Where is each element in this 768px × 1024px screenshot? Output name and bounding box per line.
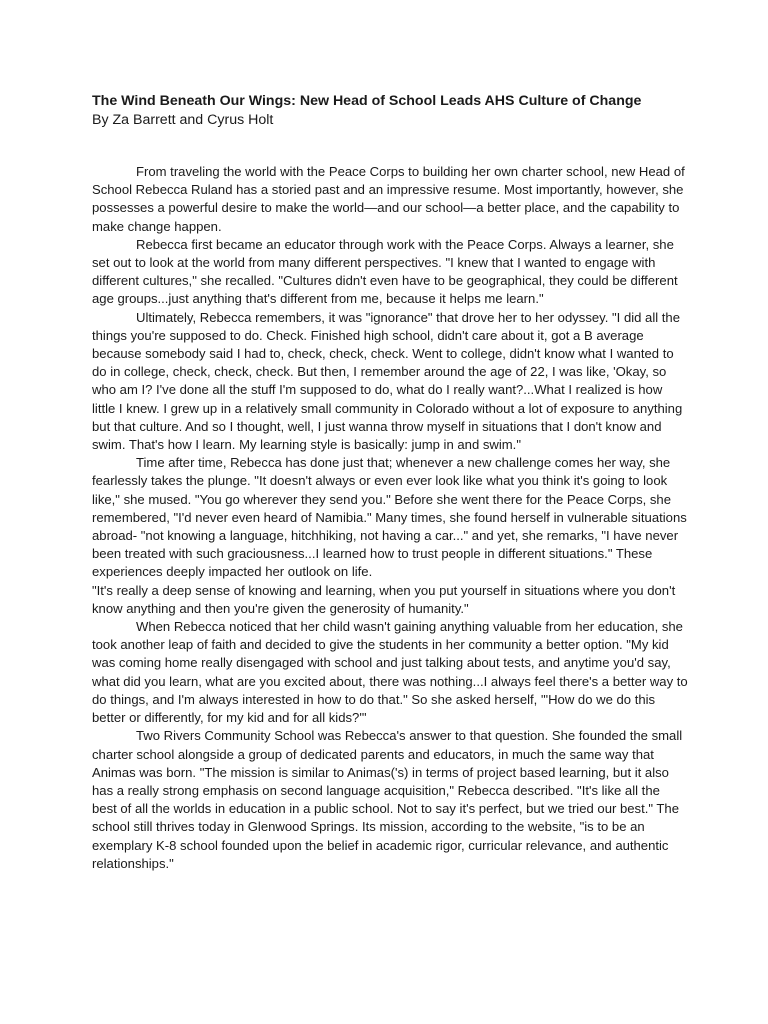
article-byline: By Za Barrett and Cyrus Holt [92, 112, 274, 128]
paragraph-4: Time after time, Rebecca has done just that; whenever a new challenge comes her way, she fearlessly takes the plunge. "It doesn't always or even ever look like what you think it's going to look like," she mused. "You go wherever they send you." Before she went there for the Peace Corps, she remembered, "I'd never even heard of Namibia." Many times, she found herself in vulnerable situations abroad- "not knowing a language, hitchhiking, not having a car..." and yet, she remarks, "I have never been treated with such graciousness...I learned how to trust people in different situations." These experiences deeply impacted her outlook on life. [92, 455, 687, 580]
paragraph-7: Two Rivers Community School was Rebecca's answer to that question. She founded the small charter school alongside a group of dedicated parents and educators, in much the same way that Animas was born. "The mission is similar to Animas('s) in terms of project based learning, but it also has a really strong emphasis on second language acquisition," Rebecca described. "It's like all the best of all the worlds in education in a public school. Not to say it's perfect, but we tried our best." The school still thrives today in Glenwood Springs. Its mission, according to the website, "is to be an exemplary K-8 school founded upon the belief in academic rigor, curricular relevance, and authentic relationships." [92, 728, 683, 871]
document-page [92, 92, 688, 873]
paragraph-1: From traveling the world with the Peace Corps to building her own charter school, new Head of School Rebecca Ruland has a storied past and an impressive resume. Most importantly, however, she possesses a powerful desire to make the world—and our school—a better place, and the capability to make change happen. [92, 164, 685, 234]
paragraph-6: When Rebecca noticed that her child wasn't gaining anything valuable from her education, she took another leap of faith and decided to give the students in her community a better option. "My kid was coming home really disengaged with school and just talking about tests, and anytime you'd say, what did you learn, what are you excited about, there was nothing...I always feel there's a better way to do things, and I'm always interested in how to do that." So she asked herself, "'How do we do this better or differently, for my kid and for all kids?'" [92, 619, 688, 726]
article-title: The Wind Beneath Our Wings: New Head of School Leads AHS Culture of Change [92, 93, 642, 109]
paragraph-2: Rebecca first became an educator through work with the Peace Corps. Always a learner, she set out to look at the world from many different perspectives. "I knew that I wanted to engage with different cultures," she recalled. "Cultures didn't even have to be geographical, they could be different age groups...just anything that's different from me, because it helps me learn." [92, 236, 678, 307]
article-body [92, 163, 688, 873]
paragraph-3: Ultimately, Rebecca remembers, it was "ignorance" that drove her to her odyssey. "I did all the things you're supposed to do. Check. Finished high school, didn't care about it, got a B average because somebody said I had to, check, check, check. Went to college, didn't know what I wanted to do in college, check, check, check. But then, I remember around the age of 22, I was like, 'Okay, so who am I? I've done all the stuff I'm supposed to do, what do I really want?...What I realized is how little I knew. I grew up in a relatively small community in Colorado without a lot of exposure to anything but that culture. And so I thought, well, I just wanna throw myself in situations that I don't know and swim. That's how I learn. My learning style is basically: jump in and swim." [92, 309, 683, 453]
paragraph-5: "It's really a deep sense of knowing and learning, when you put yourself in situations where you don't know anything and then you're given the generosity of humanity." [92, 582, 676, 616]
